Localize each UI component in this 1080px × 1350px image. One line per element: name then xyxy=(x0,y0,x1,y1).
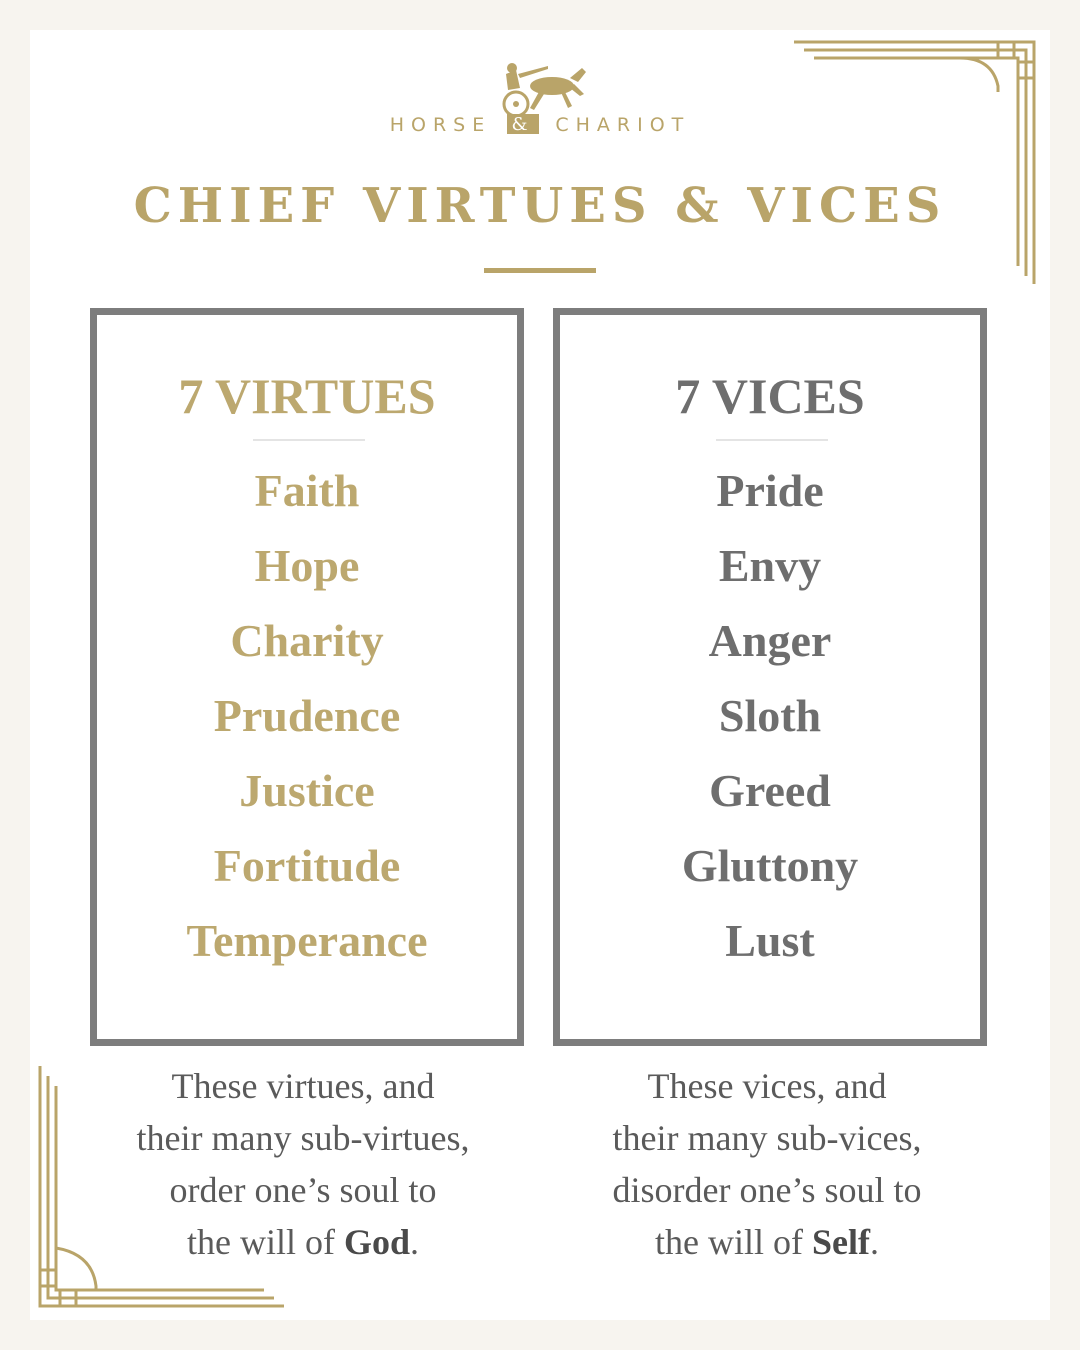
caption-line: their many sub-virtues, xyxy=(136,1118,470,1158)
caption-line: These virtues, and xyxy=(171,1066,435,1106)
virtue-item: Temperance xyxy=(186,915,428,966)
brand-name-left: HORSE xyxy=(389,114,492,136)
caption-line: These vices, and xyxy=(647,1066,887,1106)
vice-item: Sloth xyxy=(718,690,822,741)
vices-heading: 7 VICES xyxy=(675,368,865,424)
caption-text: . xyxy=(869,1222,879,1262)
caption-emphasis: Self xyxy=(811,1222,870,1262)
virtue-item: Faith xyxy=(254,465,360,516)
svg-text:&: & xyxy=(511,114,535,135)
caption-text: the will of xyxy=(186,1222,344,1262)
brand-name-right: CHARIOT xyxy=(555,114,691,136)
caption-text: . xyxy=(410,1222,419,1262)
virtues-caption xyxy=(83,1060,523,1268)
vice-item: Greed xyxy=(709,765,831,816)
virtues-divider xyxy=(253,439,365,441)
virtues-heading: 7 VIRTUES xyxy=(178,368,436,424)
virtue-item: Prudence xyxy=(213,690,401,741)
vices-caption xyxy=(547,1060,987,1268)
vice-item: Pride xyxy=(716,465,824,516)
caption-text: the will of xyxy=(655,1222,812,1262)
vice-item: Envy xyxy=(718,540,822,591)
vices-divider xyxy=(716,439,828,441)
vice-item: Anger xyxy=(708,615,832,666)
brand-name xyxy=(0,112,1080,136)
virtue-item: Charity xyxy=(230,615,384,666)
virtues-panel xyxy=(90,308,524,1046)
vice-item: Lust xyxy=(725,915,815,966)
vices-list xyxy=(560,463,980,988)
brand-logo xyxy=(0,60,1080,136)
ampersand-wheel-icon xyxy=(506,112,540,136)
title-underline xyxy=(484,268,596,273)
caption-line: their many sub-vices, xyxy=(612,1118,922,1158)
caption-line xyxy=(83,1216,523,1268)
virtue-item: Hope xyxy=(254,540,360,591)
caption-line xyxy=(547,1216,987,1268)
virtue-item: Fortitude xyxy=(213,840,401,891)
caption-line: order one’s soul to xyxy=(169,1170,437,1210)
page-title: CHIEF VIRTUES & VICES xyxy=(133,178,947,234)
vice-item: Gluttony xyxy=(681,840,859,891)
caption-emphasis: God xyxy=(343,1222,410,1262)
caption-line: disorder one’s soul to xyxy=(612,1170,922,1210)
virtue-item: Justice xyxy=(239,765,375,816)
virtues-list xyxy=(97,463,517,988)
vices-panel xyxy=(553,308,987,1046)
